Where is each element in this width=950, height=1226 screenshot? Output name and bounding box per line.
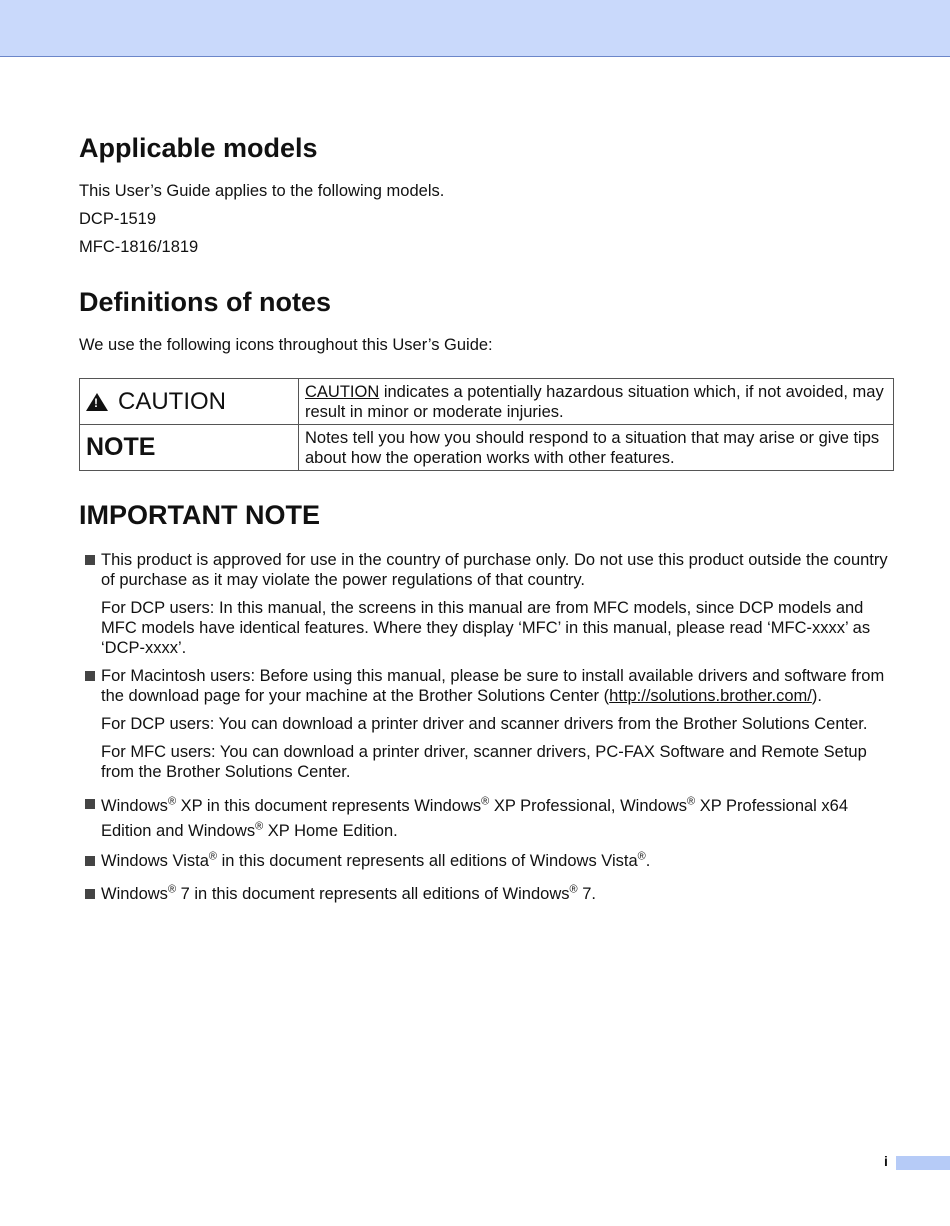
bullet-macintosh: [101, 666, 901, 706]
xp-text-4: XP Professional x64 Edition and Windows: [101, 797, 849, 840]
definitions-intro: We use the following icons throughout this User’s Guide:: [79, 336, 493, 354]
bullet-square-icon: [85, 671, 95, 681]
model-dcp: DCP-1519: [79, 210, 157, 228]
xp-text-2: XP in this document represents Windows: [176, 797, 482, 815]
registered-mark: ®: [255, 820, 264, 833]
bullet-windows-vista-text: [101, 851, 901, 871]
bullet-square-icon: [85, 555, 95, 565]
caution-description: [299, 379, 894, 425]
note-row: [80, 425, 894, 471]
caution-row: [80, 379, 894, 425]
model-mfc: MFC-1816/1819: [79, 238, 199, 256]
note-description: Notes tell you how you should respond to a situation that may arise or give tips about how the operation works with other features.: [299, 425, 894, 471]
caution-label: [86, 388, 226, 416]
caution-label-cell: [80, 379, 299, 425]
bullet-square-icon: [85, 799, 95, 809]
important-note-heading: IMPORTANT NOTE: [79, 500, 320, 530]
vista-text-2: in this document represents all editions of Windows Vista: [217, 852, 638, 870]
warning-triangle-icon: [86, 393, 108, 411]
definitions-heading: Definitions of notes: [79, 287, 331, 317]
xp-text-1: Windows: [101, 797, 168, 815]
bullet-country-text: This product is approved for use in the country of purchase only. Do not use this product outside the country of purchase as it may violate the power regulations of that country.: [101, 551, 888, 589]
vista-text-1: Windows Vista: [101, 852, 209, 870]
bullet-square-icon: [85, 889, 95, 899]
bullet-windows-xp: [101, 794, 901, 844]
registered-mark: ®: [687, 795, 696, 808]
bullet-country: [101, 550, 901, 590]
applicable-models-heading: Applicable models: [79, 133, 318, 163]
solutions-center-link[interactable]: http://solutions.brother.com/: [609, 687, 812, 705]
caution-desc-lead: CAUTION: [305, 382, 380, 401]
xp-text-5: XP Home Edition.: [263, 822, 398, 840]
bullet-square-icon: [85, 856, 95, 866]
macintosh-text-pre: For Macintosh users: Before using this manual, please be sure to install available drivers and software from the download page for your machine at the Brother Solutions Center (: [101, 667, 885, 705]
caution-desc-rest: indicates a potentially hazardous situation which, if not avoided, may result in minor or moderate injuries.: [305, 382, 884, 421]
note-label: NOTE: [86, 433, 156, 461]
bullet-macintosh-text: [101, 666, 901, 706]
vista-text-3: .: [645, 852, 651, 870]
notes-definition-table: [79, 378, 894, 471]
win7-text-2: 7 in this document represents all editions of Windows: [176, 885, 570, 903]
bullet-windows-xp-text: [101, 794, 901, 844]
xp-text-3: XP Professional, Windows: [489, 797, 688, 815]
mfc-download-note: For MFC users: You can download a printer driver, scanner drivers, PC-FAX Software and Remote Setup from the Brother Solutions Center.: [101, 743, 867, 781]
win7-text-3: 7.: [577, 885, 596, 903]
registered-mark: ®: [167, 795, 177, 808]
caution-label-text: CAUTION: [118, 387, 226, 415]
macintosh-text-post: ).: [811, 687, 822, 705]
dcp-download-note: For DCP users: You can download a printer driver and scanner drivers from the Brother Solutions Center.: [101, 715, 868, 733]
applicable-intro: This User’s Guide applies to the following models.: [79, 182, 445, 200]
win7-text-1: Windows: [101, 885, 168, 903]
page-number: i: [884, 1153, 888, 1169]
registered-mark: ®: [481, 795, 490, 808]
dcp-screens-note: For DCP users: In this manual, the screens in this manual are from MFC models, since DCP models and MFC models have identical features. Where they display ‘MFC’ in this manual, please read ‘MFC-xxxx’ as ‘DCP-xxxx’.: [101, 599, 871, 657]
registered-mark: ®: [637, 850, 646, 863]
registered-mark: ®: [208, 850, 218, 863]
bullet-windows-vista: [101, 851, 901, 871]
page-tab-marker: [896, 1156, 950, 1170]
note-label-cell: [80, 425, 299, 471]
header-band: [0, 0, 950, 57]
registered-mark: ®: [167, 883, 177, 896]
registered-mark: ®: [569, 883, 578, 896]
bullet-windows-7: [101, 884, 901, 904]
bullet-windows-7-text: [101, 884, 901, 904]
